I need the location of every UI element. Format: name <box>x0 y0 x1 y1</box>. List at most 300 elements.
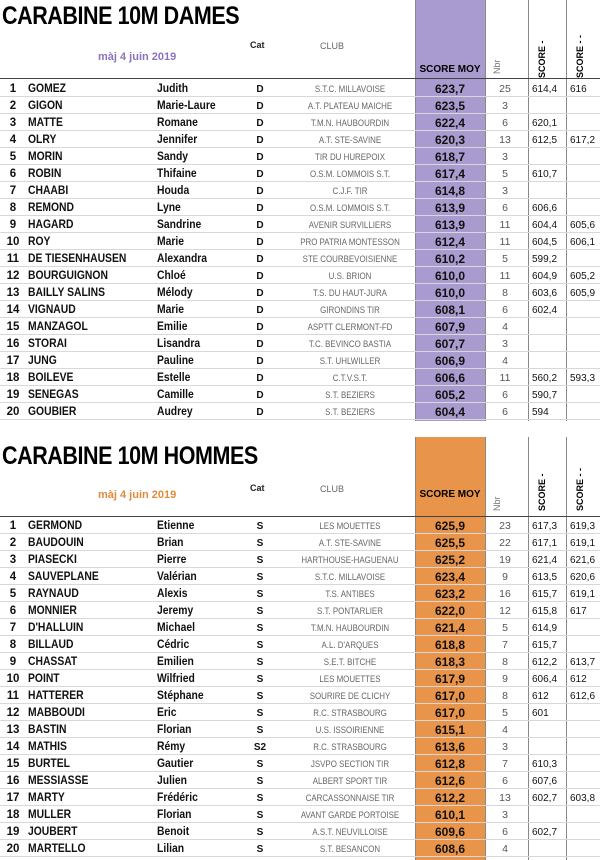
nbr-cell: 7 <box>502 639 508 651</box>
score-moy-cell: 606,6 <box>434 371 466 385</box>
first-name-cell: Lisandra <box>157 338 201 350</box>
table-row <box>0 114 600 131</box>
club-cell: HARTHOUSE-HAGUENAU <box>301 555 399 565</box>
club-cell: S.E.T. BITCHE <box>323 657 377 667</box>
rank-cell: 7 <box>9 185 17 197</box>
score-1-cell: 621,4 <box>532 555 558 566</box>
score-moy-cell: 622,0 <box>434 604 466 618</box>
club-cell: LES MOUETTES <box>319 674 381 684</box>
last-name-cell: BASTIN <box>28 724 67 736</box>
score-1-cell: 617,3 <box>532 521 558 532</box>
score-2-cell: 617,2 <box>570 135 596 146</box>
score-moy-cell: 606,9 <box>434 354 466 368</box>
rank-cell: 4 <box>9 571 17 583</box>
last-name-cell: STORAI <box>28 338 67 350</box>
nbr-cell: 11 <box>499 219 511 231</box>
last-name-cell: OLRY <box>28 134 57 146</box>
header-club: CLUB <box>320 41 345 51</box>
score-1-cell: 604,9 <box>532 271 558 282</box>
score-moy-cell: 613,9 <box>434 218 466 232</box>
table-row <box>0 165 600 182</box>
club-cell: S.T. BEZIERS <box>325 407 375 417</box>
score-1-cell: 613,5 <box>532 572 558 583</box>
table-row <box>0 806 600 823</box>
row-divider <box>0 419 600 420</box>
last-name-cell: REMOND <box>28 202 75 214</box>
first-name-cell: Wilfried <box>157 673 195 685</box>
club-cell: LES MOUETTES <box>319 521 381 531</box>
score-moy-cell: 623,4 <box>434 570 466 584</box>
category-cell: S <box>256 844 264 855</box>
rank-cell: 13 <box>6 724 20 736</box>
nbr-cell: 6 <box>502 202 508 214</box>
last-name-cell: MESSIASSE <box>28 775 89 787</box>
score-moy-cell: 612,2 <box>434 791 466 805</box>
score-moy-cell: 618,8 <box>434 638 466 652</box>
rank-cell: 16 <box>6 338 20 350</box>
nbr-cell: 16 <box>499 588 511 600</box>
last-name-cell: BAUDOUIN <box>28 537 84 549</box>
first-name-cell: Sandrine <box>157 219 202 231</box>
table-row <box>0 216 600 233</box>
first-name-cell: Cédric <box>157 639 190 651</box>
last-name-cell: BILLAUD <box>28 639 74 651</box>
header-score-2: SCORE - - <box>575 467 585 511</box>
club-cell: U.S. ISSOIRIENNE <box>315 725 385 735</box>
category-cell: D <box>256 135 264 146</box>
category-cell: D <box>256 220 264 231</box>
rank-cell: 14 <box>6 741 20 753</box>
score-moy-cell: 621,4 <box>434 621 466 635</box>
category-cell: S <box>256 827 264 838</box>
update-date: màj 4 juin 2019 <box>98 51 177 63</box>
score-moy-cell: 617,4 <box>434 167 466 181</box>
last-name-cell: SENEGAS <box>28 389 79 401</box>
rank-cell: 5 <box>9 151 17 163</box>
club-cell: R.C. STRASBOURG <box>313 708 387 718</box>
table-row <box>0 284 600 301</box>
table-row <box>0 148 600 165</box>
score-2-cell: 616 <box>570 84 587 95</box>
club-cell: TIR DU HUREPOIX <box>315 152 385 162</box>
last-name-cell: MULLER <box>28 809 72 821</box>
score-1-cell: 603,6 <box>532 288 558 299</box>
header-score-1: SCORE - <box>537 40 547 78</box>
header-score-2: SCORE - - <box>575 34 585 78</box>
first-name-cell: Jeremy <box>157 605 194 617</box>
nbr-cell: 6 <box>502 826 508 838</box>
club-cell: T.S. ANTIBES <box>325 589 375 599</box>
table-row <box>0 823 600 840</box>
nbr-cell: 22 <box>499 537 511 549</box>
score-1-cell: 615,8 <box>532 606 558 617</box>
first-name-cell: Audrey <box>157 406 193 418</box>
nbr-cell: 7 <box>502 758 508 770</box>
header-score-moy: SCORE MOY <box>419 489 481 500</box>
last-name-cell: RAYNAUD <box>28 588 79 600</box>
table-row <box>0 653 600 670</box>
club-cell: O.S.M. LOMMOIS S.T. <box>309 169 391 179</box>
club-cell: A.L. D'ARQUES <box>321 640 379 650</box>
first-name-cell: Marie <box>157 304 185 316</box>
category-cell: D <box>256 169 264 180</box>
rank-cell: 12 <box>6 707 20 719</box>
category-cell: D <box>256 186 264 197</box>
category-cell: S <box>256 776 264 787</box>
table-row <box>0 250 600 267</box>
category-cell: S <box>256 623 264 634</box>
table-row <box>0 182 600 199</box>
first-name-cell: Valérian <box>157 571 197 583</box>
category-cell: S <box>256 606 264 617</box>
rank-cell: 19 <box>6 389 20 401</box>
score-1-cell: 590,7 <box>532 390 558 401</box>
table-row <box>0 670 600 687</box>
club-cell: SOURIRE DE CLICHY <box>309 691 391 701</box>
category-cell: S2 <box>253 742 267 753</box>
rank-cell: 1 <box>9 520 17 532</box>
last-name-cell: MANZAGOL <box>28 321 88 333</box>
score-moy-cell: 607,9 <box>434 320 466 334</box>
category-cell: D <box>256 84 264 95</box>
score-moy-cell: 612,8 <box>434 757 466 771</box>
table-row <box>0 131 600 148</box>
table-row <box>0 789 600 806</box>
last-name-cell: ROBIN <box>28 168 62 180</box>
last-name-cell: JOUBERT <box>28 826 78 838</box>
rank-cell: 10 <box>6 673 20 685</box>
nbr-cell: 3 <box>502 185 508 197</box>
category-cell: S <box>256 572 264 583</box>
nbr-cell: 3 <box>502 741 508 753</box>
club-cell: T.C. BEVINCO BASTIA <box>308 339 392 349</box>
rank-cell: 2 <box>9 100 17 112</box>
rank-cell: 9 <box>9 219 17 231</box>
first-name-cell: Thifaine <box>157 168 197 180</box>
nbr-cell: 6 <box>502 304 508 316</box>
last-name-cell: JUNG <box>28 355 57 367</box>
club-cell: S.T.C. MILLAVOISE <box>314 84 386 94</box>
category-cell: D <box>256 407 264 418</box>
table-row <box>0 636 600 653</box>
score-moy-cell: 610,1 <box>434 808 466 822</box>
last-name-cell: POINT <box>28 673 60 685</box>
first-name-cell: Eric <box>157 707 177 719</box>
nbr-cell: 6 <box>502 406 508 418</box>
club-cell: A.T. STE-SAVINE <box>318 538 382 548</box>
nbr-cell: 5 <box>502 622 508 634</box>
club-cell: S.T. BEZIERS <box>325 390 375 400</box>
score-1-cell: 620,1 <box>532 118 558 129</box>
score-1-cell: 615,7 <box>532 589 558 600</box>
first-name-cell: Houda <box>157 185 190 197</box>
nbr-cell: 4 <box>502 843 508 855</box>
category-cell: S <box>256 708 264 719</box>
first-name-cell: Frédéric <box>157 792 198 804</box>
score-2-cell: 621,6 <box>570 555 596 566</box>
category-cell: D <box>256 118 264 129</box>
table-row <box>0 403 600 420</box>
table-row <box>0 199 600 216</box>
header-score-1: SCORE - <box>537 473 547 511</box>
score-1-cell: 601 <box>532 708 549 719</box>
rank-cell: 19 <box>6 826 20 838</box>
nbr-cell: 11 <box>499 236 511 248</box>
rank-cell: 13 <box>6 287 20 299</box>
first-name-cell: Alexandra <box>157 253 208 265</box>
table-row <box>0 721 600 738</box>
score-1-cell: 610,3 <box>532 759 558 770</box>
score-moy-cell: 623,7 <box>434 82 466 96</box>
rank-cell: 11 <box>6 690 20 702</box>
score-2-cell: 605,6 <box>570 220 596 231</box>
score-moy-cell: 623,5 <box>434 99 466 113</box>
nbr-cell: 12 <box>499 605 511 617</box>
score-moy-cell: 612,6 <box>434 774 466 788</box>
score-moy-cell: 620,3 <box>434 133 466 147</box>
category-cell: S <box>256 793 264 804</box>
last-name-cell: BURTEL <box>28 758 70 770</box>
nbr-cell: 6 <box>502 389 508 401</box>
last-name-cell: MATHIS <box>28 741 67 753</box>
category-cell: S <box>256 521 264 532</box>
nbr-cell: 3 <box>502 338 508 350</box>
last-name-cell: BOILEVE <box>28 372 74 384</box>
club-cell: CARCASSONNAISE TIR <box>305 793 395 803</box>
nbr-cell: 5 <box>502 707 508 719</box>
first-name-cell: Benoit <box>157 826 190 838</box>
first-name-cell: Julien <box>157 775 187 787</box>
score-moy-cell: 613,6 <box>434 740 466 754</box>
score-2-cell: 619,1 <box>570 538 596 549</box>
category-cell: D <box>256 356 264 367</box>
rank-cell: 4 <box>9 134 17 146</box>
score-1-cell: 606,4 <box>532 674 558 685</box>
category-cell: S <box>256 810 264 821</box>
category-cell: D <box>256 288 264 299</box>
first-name-cell: Florian <box>157 809 192 821</box>
last-name-cell: GERMOND <box>28 520 83 532</box>
category-cell: D <box>256 237 264 248</box>
first-name-cell: Pierre <box>157 554 187 566</box>
update-date: màj 4 juin 2019 <box>98 489 177 501</box>
category-cell: S <box>256 691 264 702</box>
score-moy-cell: 618,3 <box>434 655 466 669</box>
category-cell: S <box>256 759 264 770</box>
rank-cell: 14 <box>6 304 20 316</box>
rank-cell: 16 <box>6 775 20 787</box>
nbr-cell: 9 <box>502 571 508 583</box>
score-moy-cell: 612,4 <box>434 235 466 249</box>
club-cell: A.T. PLATEAU MAICHE <box>307 101 393 111</box>
nbr-cell: 4 <box>502 321 508 333</box>
score-moy-cell: 617,9 <box>434 672 466 686</box>
nbr-cell: 5 <box>502 168 508 180</box>
last-name-cell: HATTERER <box>28 690 84 702</box>
category-cell: D <box>256 373 264 384</box>
score-moy-cell: 610,0 <box>434 286 466 300</box>
score-1-cell: 560,2 <box>532 373 558 384</box>
table-row <box>0 840 600 857</box>
nbr-cell: 23 <box>499 520 511 532</box>
rank-cell: 11 <box>6 253 20 265</box>
category-cell: S <box>256 589 264 600</box>
rank-cell: 9 <box>9 656 17 668</box>
rank-cell: 18 <box>6 372 20 384</box>
nbr-cell: 4 <box>502 355 508 367</box>
score-moy-cell: 615,1 <box>434 723 466 737</box>
table-row <box>0 551 600 568</box>
category-cell: D <box>256 254 264 265</box>
score-1-cell: 610,7 <box>532 169 558 180</box>
nbr-cell: 9 <box>502 673 508 685</box>
category-cell: D <box>256 271 264 282</box>
score-moy-cell: 617,0 <box>434 689 466 703</box>
score-1-cell: 604,5 <box>532 237 558 248</box>
club-cell: ALBERT SPORT TIR <box>312 776 388 786</box>
first-name-cell: Rémy <box>157 741 186 753</box>
score-2-cell: 619,3 <box>570 521 596 532</box>
club-cell: S.T. UHLWILLER <box>319 356 381 366</box>
nbr-cell: 4 <box>502 724 508 736</box>
last-name-cell: MARTY <box>28 792 65 804</box>
category-cell: S <box>256 725 264 736</box>
club-cell: T.M.N. HAUBOURDIN <box>310 118 390 128</box>
category-cell: S <box>256 657 264 668</box>
score-2-cell: 605,2 <box>570 271 596 282</box>
club-cell: A.S.T. NEUVILLOISE <box>312 827 388 837</box>
club-cell: U.S. BRION <box>328 271 372 281</box>
last-name-cell: D'HALLUIN <box>28 622 84 634</box>
rank-cell: 6 <box>9 605 17 617</box>
score-1-cell: 606,6 <box>532 203 558 214</box>
score-moy-cell: 608,1 <box>434 303 466 317</box>
rank-cell: 15 <box>6 758 20 770</box>
score-1-cell: 612,5 <box>532 135 558 146</box>
score-moy-cell: 608,6 <box>434 842 466 856</box>
nbr-cell: 13 <box>499 134 511 146</box>
table-row <box>0 517 600 534</box>
category-cell: S <box>256 640 264 651</box>
section-title: CARABINE 10M HOMMES <box>2 442 258 470</box>
club-cell: R.C. STRASBOURG <box>313 742 387 752</box>
last-name-cell: CHASSAT <box>28 656 78 668</box>
nbr-cell: 11 <box>499 270 511 282</box>
first-name-cell: Judith <box>157 83 189 95</box>
first-name-cell: Gautier <box>157 758 194 770</box>
last-name-cell: MARTELLO <box>28 843 86 855</box>
score-moy-cell: 625,5 <box>434 536 466 550</box>
last-name-cell: VIGNAUD <box>28 304 76 316</box>
last-name-cell: GOMEZ <box>28 83 66 95</box>
score-2-cell: 612,6 <box>570 691 596 702</box>
table-row <box>0 704 600 721</box>
first-name-cell: Camille <box>157 389 194 401</box>
category-cell: D <box>256 101 264 112</box>
club-cell: S.T. BESANCON <box>319 844 381 854</box>
rank-cell: 3 <box>9 117 17 129</box>
last-name-cell: ROY <box>28 236 51 248</box>
row-divider <box>0 856 600 857</box>
score-2-cell: 605,9 <box>570 288 596 299</box>
table-row <box>0 534 600 551</box>
rank-cell: 6 <box>9 168 17 180</box>
table-row <box>0 352 600 369</box>
rank-cell: 7 <box>9 622 17 634</box>
nbr-cell: 19 <box>499 554 511 566</box>
club-cell: GIRONDINS TIR <box>320 305 380 315</box>
score-moy-cell: 605,2 <box>434 388 466 402</box>
rank-cell: 17 <box>6 792 20 804</box>
last-name-cell: SAUVEPLANE <box>28 571 99 583</box>
category-cell: S <box>256 538 264 549</box>
nbr-cell: 25 <box>499 83 511 95</box>
club-cell: STE COURBEVOISIENNE <box>302 254 398 264</box>
first-name-cell: Marie <box>157 236 185 248</box>
table-row <box>0 301 600 318</box>
header-score-moy: SCORE MOY <box>419 64 481 75</box>
club-cell: S.T. PONTARLIER <box>317 606 383 616</box>
last-name-cell: HAGARD <box>28 219 74 231</box>
nbr-cell: 13 <box>499 792 511 804</box>
first-name-cell: Mélody <box>157 287 193 299</box>
score-moy-cell: 617,0 <box>434 706 466 720</box>
last-name-cell: GOUBIER <box>28 406 77 418</box>
category-cell: D <box>256 203 264 214</box>
last-name-cell: BAILLY SALINS <box>28 287 106 299</box>
club-cell: O.S.M. LOMMOIS S.T. <box>309 203 391 213</box>
score-1-cell: 599,2 <box>532 254 558 265</box>
first-name-cell: Alexis <box>157 588 188 600</box>
table-row <box>0 772 600 789</box>
score-1-cell: 594 <box>532 407 549 418</box>
nbr-cell: 3 <box>502 100 508 112</box>
rank-cell: 18 <box>6 809 20 821</box>
table-row <box>0 585 600 602</box>
rank-cell: 1 <box>9 83 17 95</box>
score-1-cell: 602,7 <box>532 827 558 838</box>
last-name-cell: MORIN <box>28 151 63 163</box>
rank-cell: 2 <box>9 537 17 549</box>
score-2-cell: 612 <box>570 674 587 685</box>
category-cell: D <box>256 322 264 333</box>
nbr-cell: 8 <box>502 287 508 299</box>
score-1-cell: 604,4 <box>532 220 558 231</box>
first-name-cell: Emilie <box>157 321 188 333</box>
rank-cell: 3 <box>9 554 17 566</box>
score-moy-cell: 610,0 <box>434 269 466 283</box>
club-cell: AVANT GARDE PORTOISE <box>300 810 400 820</box>
first-name-cell: Lyne <box>157 202 181 214</box>
rank-cell: 17 <box>6 355 20 367</box>
score-1-cell: 614,9 <box>532 623 558 634</box>
nbr-cell: 3 <box>502 151 508 163</box>
last-name-cell: GIGON <box>28 100 63 112</box>
header-nbr: Nbr <box>492 496 502 511</box>
score-moy-cell: 623,2 <box>434 587 466 601</box>
club-cell: T.M.N. HAUBOURDIN <box>310 623 390 633</box>
score-2-cell: 619,1 <box>570 589 596 600</box>
score-moy-cell: 613,9 <box>434 201 466 215</box>
table-row <box>0 619 600 636</box>
score-1-cell: 612 <box>532 691 549 702</box>
table-row <box>0 602 600 619</box>
header-nbr: Nbr <box>492 59 502 74</box>
section-hommes <box>0 437 600 860</box>
nbr-cell: 11 <box>499 372 511 384</box>
rank-cell: 20 <box>6 406 20 418</box>
score-moy-cell: 607,7 <box>434 337 466 351</box>
